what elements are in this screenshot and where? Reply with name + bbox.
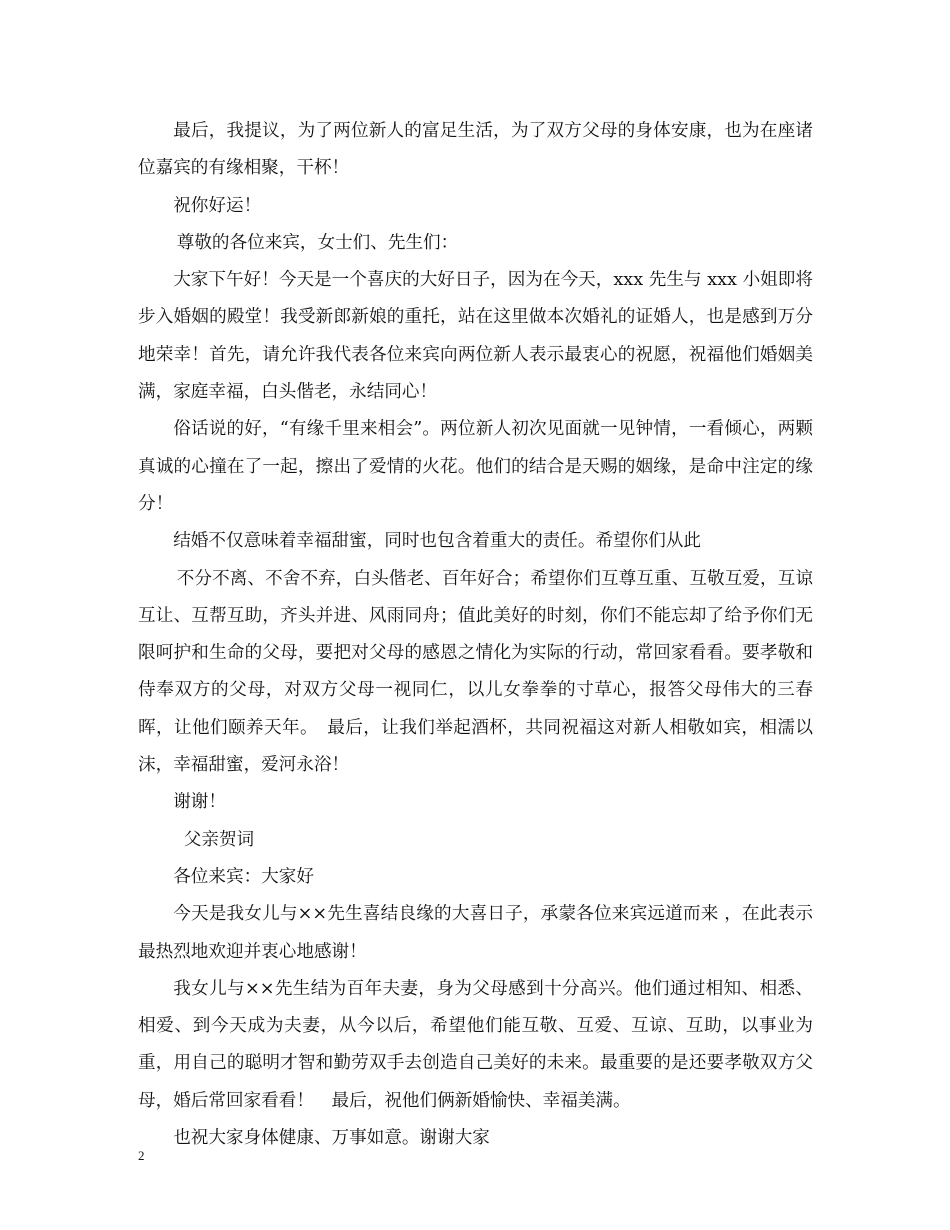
paragraph-father-wishes: 我女儿与××先生结为百年夫妻，身为父母感到十分高兴。他们通过相知、相悉、相爱、到今天成为夫妻，从今以后，希望他们能互敬、互爱、互谅、互助，以事业为重，用自己的聪明才智和勤劳双手去创造自己美好的未来。最重要的是还要孝敬双方父母，婚后常回家看看！ 最后，祝他们俩新婚愉快、幸福美满。 bbox=[138, 978, 813, 1111]
paragraph-wishes: 不分不离、不舍不弃，白头偕老、百年好合；希望你们互尊互重、互敬互爱，互谅互让、互帮互助，齐头并进、风雨同舟；值此美好的时刻，你们不能忘却了给予你们无限呵护和生命的父母，要把对父母的感恩之情化为实际的行动，常回家看看。要孝敬和侍奉双方的父母，对双方父母一视同仁，以儿女拳拳的寸草心，报答父母伟大的三春晖，让他们颐养天年。 最后，让我们举起酒杯，共同祝福这对新人相敬如宾，相濡以沫，幸福甜蜜，爱河永浴！ bbox=[138, 568, 813, 776]
body-text bbox=[138, 113, 813, 1157]
paragraph-father-salutation: 各位来宾：大家好 bbox=[173, 866, 314, 887]
paragraph-thanks: 谢谢！ bbox=[173, 792, 226, 813]
paragraph-salutation: 尊敬的各位来宾，女士们、先生们： bbox=[176, 232, 459, 253]
paragraph-toast: 最后，我提议，为了两位新人的富足生活，为了双方父母的身体安康，也为在座诸位嘉宾的有缘相聚，干杯！ bbox=[138, 121, 813, 179]
paragraph-father-welcome: 今天是我女儿与××先生喜结良缘的大喜日子，承蒙各位来宾远道而来 ，在此表示最热烈地欢迎并衷心地感谢！ bbox=[138, 904, 813, 962]
section-heading-father-speech: 父亲贺词 bbox=[183, 829, 255, 850]
paragraph-good-luck: 祝你好运！ bbox=[173, 195, 262, 216]
paragraph-marriage-responsibility: 结婚不仅意味着幸福甜蜜，同时也包含着重大的责任。希望你们从此 bbox=[173, 531, 702, 552]
paragraph-closing: 也祝大家身体健康、万事如意。谢谢大家 bbox=[173, 1128, 490, 1149]
page-number: 2 bbox=[138, 1148, 145, 1163]
paragraph-proverb: 俗话说的好，“有缘千里来相会”。两位新人初次见面就一见钟情，一看倾心，两颗真诚的心撞在了一起，擦出了爱情的火花。他们的结合是天赐的姻缘，是命中注定的缘分！ bbox=[138, 419, 813, 514]
paragraph-greeting: 大家下午好！今天是一个喜庆的大好日子，因为在今天，xxx 先生与 xxx 小姐即将步入婚姻的殿堂！我受新郎新娘的重托，站在这里做本次婚礼的证婚人，也是感到万分地荣幸！首先，请允许我代表各位来宾向两位新人表示最衷心的祝愿，祝福他们婚姻美满，家庭幸福，白头偕老，永结同心！ bbox=[138, 270, 813, 403]
